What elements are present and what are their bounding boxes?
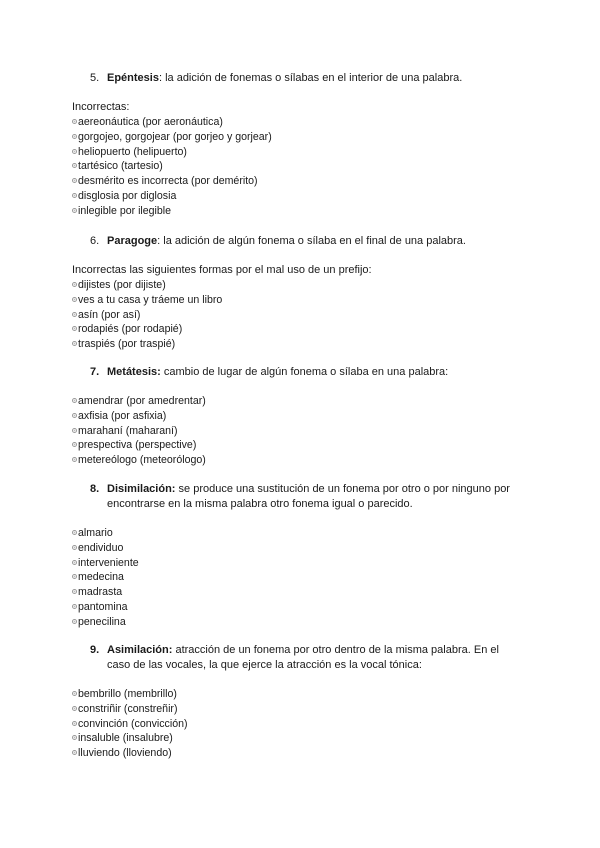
list-item: madrasta [0, 585, 600, 600]
list-item: asín (por así) [0, 308, 600, 323]
bullet-icon [72, 721, 77, 726]
section-term: Epéntesis [107, 72, 159, 84]
bullet-icon [72, 545, 77, 550]
bullet-icon [72, 297, 77, 302]
list-item: rodapiés (por rodapié) [0, 322, 600, 337]
section-term: Paragoge [107, 235, 158, 247]
example-list [0, 394, 600, 468]
section-description: : la adición de fonemas o sílabas en el interior de una palabra. [158, 72, 463, 84]
section-paragoge [0, 234, 600, 352]
bullet-icon [72, 119, 77, 124]
list-item: gorgojeo, gorgojear (por gorjeo y gorjear) [0, 130, 600, 145]
section-description: atracción de un fonema por otro dentro de la misma palabra. En el caso de las vocales, la que ejerce la atracción es la vocal tónica: [107, 644, 499, 671]
section-number: 6. [90, 235, 100, 247]
section-term: Asimilación: [107, 644, 173, 656]
bullet-icon [72, 193, 77, 198]
bullet-icon [72, 619, 77, 624]
section-term: Metátesis: [107, 366, 161, 378]
example-list [0, 115, 600, 219]
list-item: marahaní (maharaní) [0, 424, 600, 439]
list-item: disglosia por diglosia [0, 189, 600, 204]
list-item: heliopuerto (helipuerto) [0, 145, 600, 160]
bullet-icon [72, 691, 77, 696]
section-description: se produce una sustitución de un fonema por otro o por ninguno por encontrarse en la misma palabra otro fonema igual o parecido. [107, 483, 510, 510]
section-heading [0, 482, 600, 512]
bullet-icon [72, 530, 77, 535]
list-item: dijistes (por dijiste) [0, 278, 600, 293]
section-heading [0, 71, 600, 86]
list-item: axfisia (por asfixia) [0, 409, 600, 424]
section-heading [0, 643, 600, 673]
bullet-icon [72, 604, 77, 609]
section-number: 8. [90, 483, 100, 495]
section-number: 9. [90, 644, 100, 656]
list-item: penecilina [0, 615, 600, 630]
example-list [0, 278, 600, 352]
bullet-icon [72, 149, 77, 154]
list-item: almario [0, 526, 600, 541]
list-item: insaluble (insalubre) [0, 731, 600, 746]
list-item: desmérito es incorrecta (por demérito) [0, 174, 600, 189]
example-list [0, 687, 600, 761]
example-list [0, 526, 600, 630]
list-item: bembrillo (membrillo) [0, 687, 600, 702]
bullet-icon [72, 208, 77, 213]
bullet-icon [72, 560, 77, 565]
list-item: medecina [0, 570, 600, 585]
list-item: metereólogo (meteorólogo) [0, 453, 600, 468]
list-item: constriñir (constreñir) [0, 702, 600, 717]
section-intro: Incorrectas las siguientes formas por el mal uso de un prefijo: [72, 264, 372, 276]
list-item: aereonáutica (por aeronáutica) [0, 115, 600, 130]
list-item: amendrar (por amedrentar) [0, 394, 600, 409]
bullet-icon [72, 428, 77, 433]
section-number: 5. [90, 72, 100, 84]
list-item: interveniente [0, 556, 600, 571]
list-item: pantomina [0, 600, 600, 615]
section-asimilacion [0, 643, 600, 761]
bullet-icon [72, 134, 77, 139]
list-item: tartésico (tartesio) [0, 159, 600, 174]
bullet-icon [72, 413, 77, 418]
bullet-icon [72, 398, 77, 403]
section-metatesis [0, 365, 600, 468]
list-item: inlegible por ilegible [0, 204, 600, 219]
section-heading [0, 234, 600, 249]
section-heading [0, 365, 600, 380]
list-item: lluviendo (lloviendo) [0, 746, 600, 761]
bullet-icon [72, 282, 77, 287]
bullet-icon [72, 312, 77, 317]
section-term: Disimilación: [107, 483, 176, 495]
list-item: traspiés (por traspié) [0, 337, 600, 352]
section-intro: Incorrectas: [72, 101, 130, 113]
list-item: convinción (convicción) [0, 717, 600, 732]
section-epentesis [0, 71, 600, 219]
list-item: ves a tu casa y tráeme un libro [0, 293, 600, 308]
section-number: 7. [90, 366, 100, 378]
section-disimilacion [0, 482, 600, 630]
list-item: endividuo [0, 541, 600, 556]
bullet-icon [72, 706, 77, 711]
section-description: : la adición de algún fonema o sílaba en el final de una palabra. [157, 235, 466, 247]
list-item: prespectiva (perspective) [0, 438, 600, 453]
section-description: cambio de lugar de algún fonema o sílaba en una palabra: [160, 366, 449, 378]
